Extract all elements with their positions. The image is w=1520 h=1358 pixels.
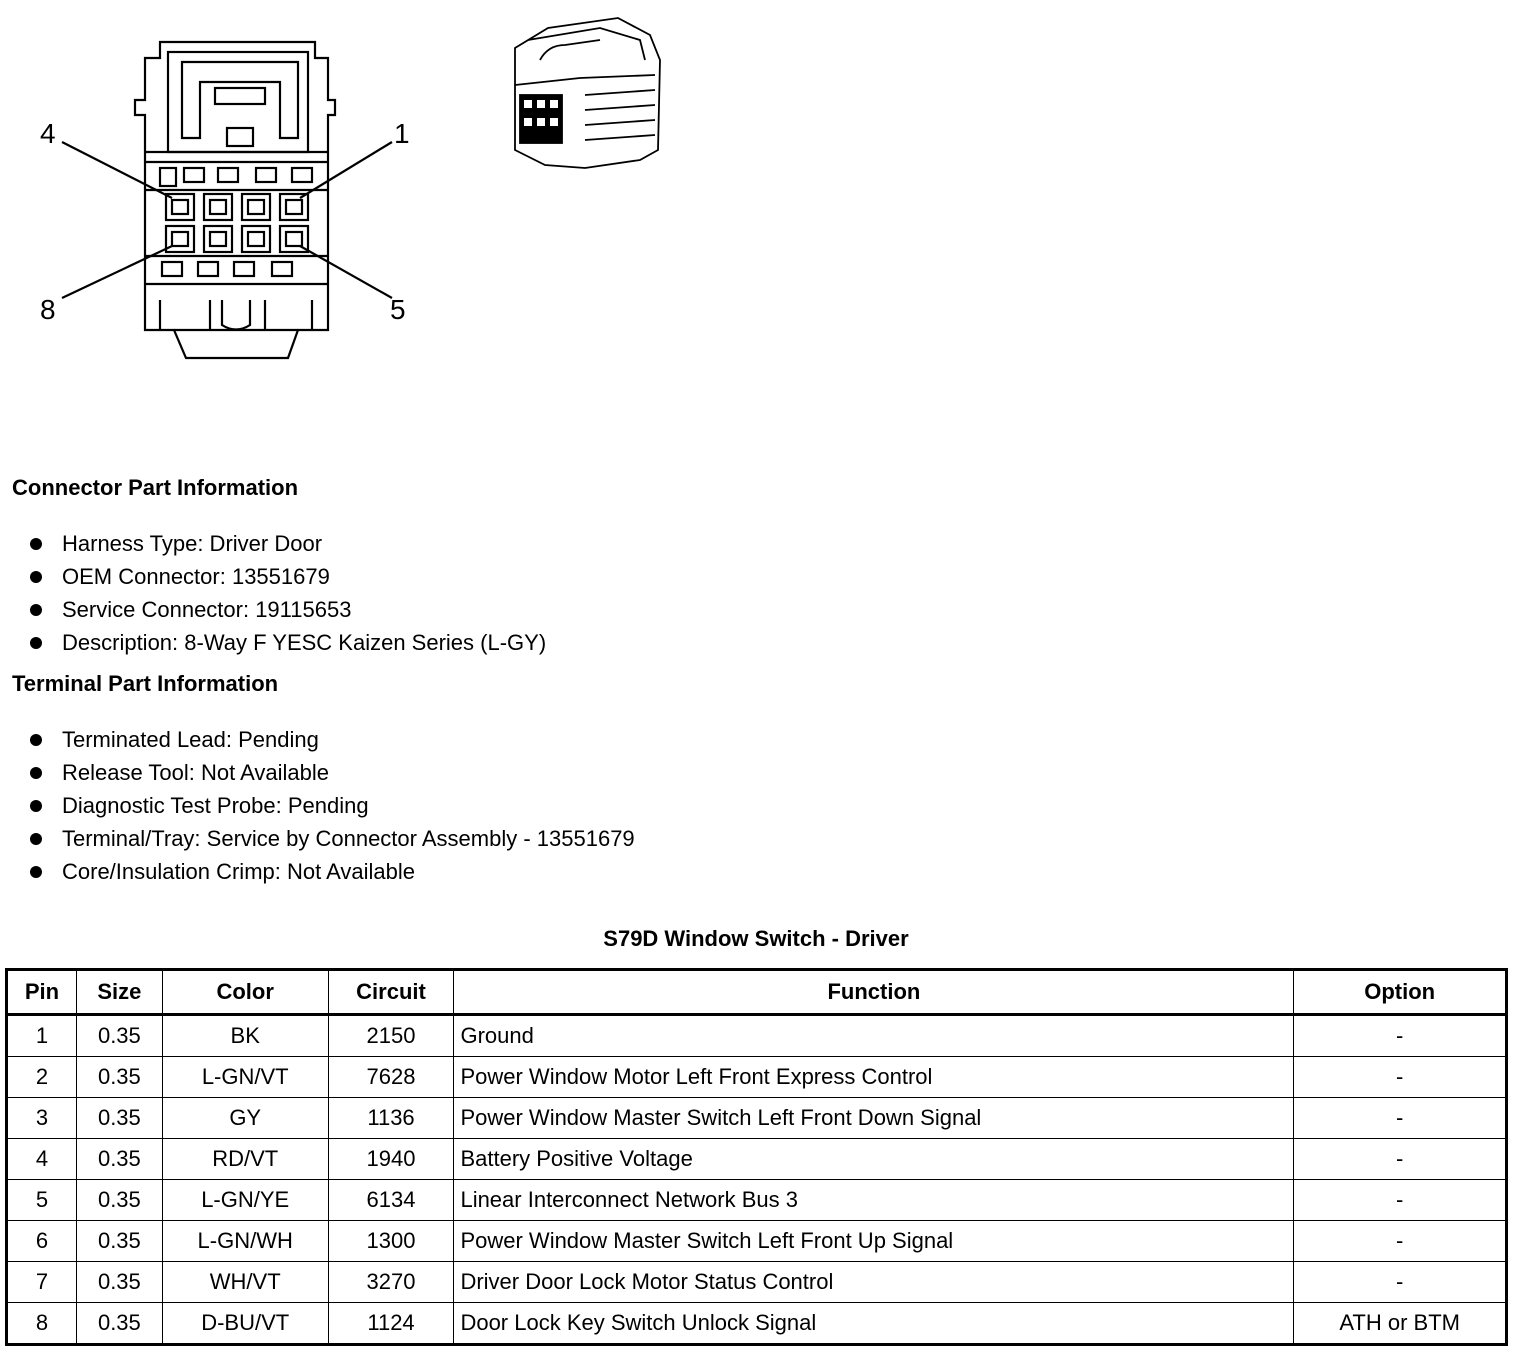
pin-callout-8: 8	[40, 294, 56, 325]
cell-circuit: 2150	[328, 1015, 454, 1057]
cell-color: D-BU/VT	[162, 1303, 328, 1345]
cell-circuit: 6134	[328, 1180, 454, 1221]
cell-function: Battery Positive Voltage	[454, 1139, 1294, 1180]
cell-pin: 5	[7, 1180, 77, 1221]
list-item: Diagnostic Test Probe: Pending	[28, 789, 635, 822]
list-item: Core/Insulation Crimp: Not Available	[28, 855, 635, 888]
header-option: Option	[1294, 970, 1507, 1015]
list-item: Release Tool: Not Available	[28, 756, 635, 789]
cell-size: 0.35	[76, 1262, 162, 1303]
cell-pin: 7	[7, 1262, 77, 1303]
cell-color: L-GN/YE	[162, 1180, 328, 1221]
cell-option: -	[1294, 1180, 1507, 1221]
table-header-row	[7, 970, 1507, 1015]
header-function: Function	[454, 970, 1294, 1015]
cell-pin: 6	[7, 1221, 77, 1262]
cell-function: Driver Door Lock Motor Status Control	[454, 1262, 1294, 1303]
cell-pin: 1	[7, 1015, 77, 1057]
connector-info-heading: Connector Part Information	[12, 475, 299, 500]
table-row	[7, 1221, 1507, 1262]
cell-color: L-GN/VT	[162, 1057, 328, 1098]
cell-option: -	[1294, 1262, 1507, 1303]
cell-size: 0.35	[76, 1015, 162, 1057]
cell-size: 0.35	[76, 1303, 162, 1345]
cell-pin: 3	[7, 1098, 77, 1139]
connector-face-diagram	[0, 0, 700, 380]
cell-function: Power Window Master Switch Left Front Down Signal	[454, 1098, 1294, 1139]
cell-option: -	[1294, 1221, 1507, 1262]
cell-circuit: 1136	[328, 1098, 454, 1139]
cell-option: ATH or BTM	[1294, 1303, 1507, 1345]
table-title: S79D Window Switch - Driver	[603, 926, 909, 951]
cell-option: -	[1294, 1057, 1507, 1098]
table-row	[7, 1262, 1507, 1303]
table-row	[7, 1098, 1507, 1139]
cell-circuit: 1124	[328, 1303, 454, 1345]
terminal-info-list	[28, 723, 635, 888]
pin-callout-4: 4	[40, 118, 56, 149]
cell-pin: 4	[7, 1139, 77, 1180]
cell-size: 0.35	[76, 1057, 162, 1098]
cell-pin: 8	[7, 1303, 77, 1345]
cell-function: Ground	[454, 1015, 1294, 1057]
cell-circuit: 1940	[328, 1139, 454, 1180]
bullet-icon	[30, 800, 42, 812]
cell-circuit: 1300	[328, 1221, 454, 1262]
terminal-info-heading: Terminal Part Information	[12, 671, 279, 696]
cell-size: 0.35	[76, 1139, 162, 1180]
table-row	[7, 1139, 1507, 1180]
cell-circuit: 3270	[328, 1262, 454, 1303]
bullet-icon	[30, 637, 42, 649]
cell-option: -	[1294, 1098, 1507, 1139]
list-item: Harness Type: Driver Door	[28, 527, 546, 560]
bullet-icon	[30, 767, 42, 779]
header-pin: Pin	[7, 970, 77, 1015]
cell-pin: 2	[7, 1057, 77, 1098]
bullet-icon	[30, 866, 42, 878]
cell-size: 0.35	[76, 1098, 162, 1139]
pin-callout-5: 5	[390, 294, 406, 325]
table-row	[7, 1015, 1507, 1057]
cell-size: 0.35	[76, 1180, 162, 1221]
list-item: Terminated Lead: Pending	[28, 723, 635, 756]
list-item: Description: 8-Way F YESC Kaizen Series (L-GY)	[28, 626, 546, 659]
cell-function: Door Lock Key Switch Unlock Signal	[454, 1303, 1294, 1345]
pin-callout-1: 1	[394, 118, 410, 149]
bullet-icon	[30, 734, 42, 746]
bullet-icon	[30, 833, 42, 845]
bullet-icon	[30, 571, 42, 583]
cell-function: Linear Interconnect Network Bus 3	[454, 1180, 1294, 1221]
cell-color: WH/VT	[162, 1262, 328, 1303]
cell-color: GY	[162, 1098, 328, 1139]
header-color: Color	[162, 970, 328, 1015]
cell-option: -	[1294, 1139, 1507, 1180]
cell-color: BK	[162, 1015, 328, 1057]
cell-option: -	[1294, 1015, 1507, 1057]
bullet-icon	[30, 604, 42, 616]
header-size: Size	[76, 970, 162, 1015]
cell-circuit: 7628	[328, 1057, 454, 1098]
cell-color: L-GN/WH	[162, 1221, 328, 1262]
list-item: Terminal/Tray: Service by Connector Assembly - 13551679	[28, 822, 635, 855]
cell-function: Power Window Master Switch Left Front Up Signal	[454, 1221, 1294, 1262]
pinout-table	[5, 968, 1508, 1346]
bullet-icon	[30, 538, 42, 550]
cell-size: 0.35	[76, 1221, 162, 1262]
cell-function: Power Window Motor Left Front Express Control	[454, 1057, 1294, 1098]
header-circuit: Circuit	[328, 970, 454, 1015]
table-row	[7, 1180, 1507, 1221]
table-row	[7, 1303, 1507, 1345]
list-item: OEM Connector: 13551679	[28, 560, 546, 593]
table-row	[7, 1057, 1507, 1098]
cell-color: RD/VT	[162, 1139, 328, 1180]
connector-info-list	[28, 527, 546, 659]
list-item: Service Connector: 19115653	[28, 593, 546, 626]
